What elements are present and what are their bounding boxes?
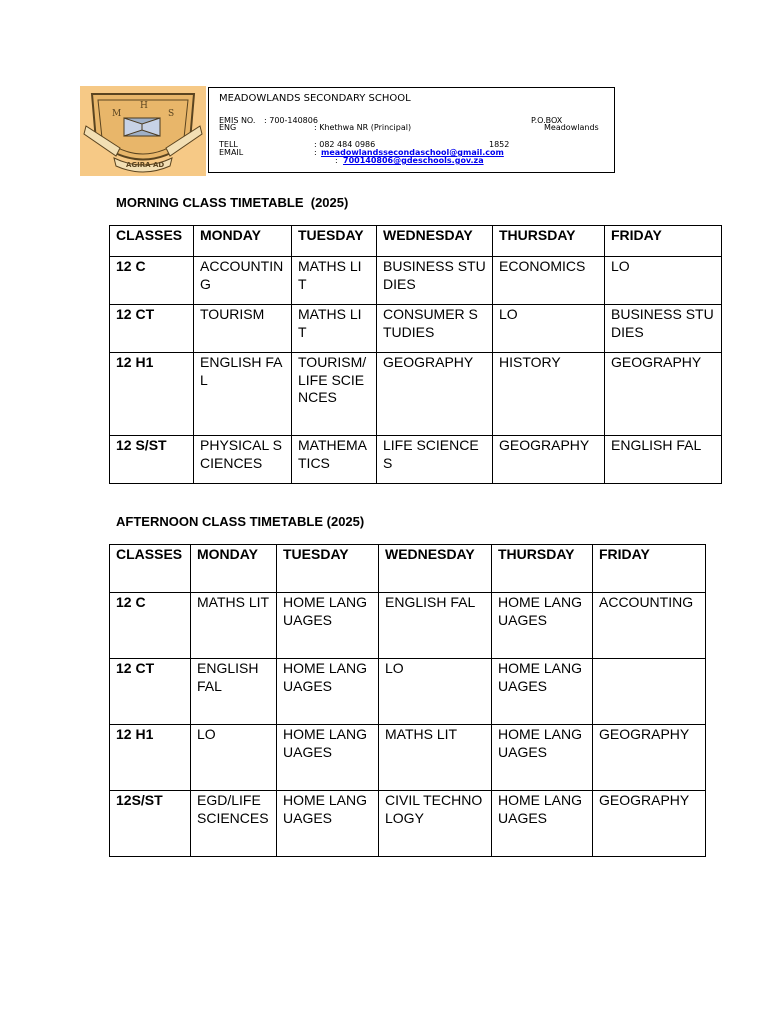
subject-cell: ENGLISH FAL <box>379 593 492 659</box>
table-row <box>110 353 722 436</box>
subject-cell: ENGLISH FAL <box>194 353 292 436</box>
table-row <box>110 725 706 791</box>
subject-cell: MATHS LIT <box>292 305 377 353</box>
email-colon: : <box>314 148 317 157</box>
subject-cell: MATHS LIT <box>292 257 377 305</box>
subject-cell: ECONOMICS <box>493 257 605 305</box>
logo-letter-m: M <box>112 109 122 119</box>
subject-cell: GEOGRAPHY <box>593 791 706 857</box>
principal-value: : Khethwa NR (Principal) <box>314 123 412 132</box>
subject-cell: TOURISM/ LIFE SCIENCES <box>292 353 377 436</box>
class-cell: 12S/ST <box>110 791 191 857</box>
subject-cell: HISTORY <box>493 353 605 436</box>
table-header-row <box>110 545 706 593</box>
town-name: Meadowlands <box>544 123 599 132</box>
table-row <box>110 305 722 353</box>
subject-cell: GEOGRAPHY <box>493 436 605 484</box>
subject-cell: TOURISM <box>194 305 292 353</box>
subject-cell: HOME LANGUAGES <box>277 791 379 857</box>
subject-cell: LO <box>493 305 605 353</box>
school-logo <box>80 86 206 176</box>
table-row <box>110 659 706 725</box>
email-link-gmail[interactable]: meadowlandssecondaschool@gmail.com <box>321 148 504 157</box>
subject-cell: HOME LANGUAGES <box>277 593 379 659</box>
header-wednesday: WEDNESDAY <box>377 226 493 257</box>
class-cell: 12 H1 <box>110 353 194 436</box>
subject-cell: HOME LANGUAGES <box>492 791 593 857</box>
tell-value: : 082 484 0986 <box>314 140 376 149</box>
header-classes: CLASSES <box>110 226 194 257</box>
header-thursday: THURSDAY <box>493 226 605 257</box>
header-friday: FRIDAY <box>605 226 722 257</box>
header-friday: FRIDAY <box>593 545 706 593</box>
pobox-label: P.O.BOX <box>531 116 563 125</box>
afternoon-timetable <box>109 544 706 857</box>
subject-cell: LO <box>379 659 492 725</box>
subject-cell <box>593 659 706 725</box>
email-link-gdeschools[interactable]: 700140806@gdeschools.gov.za <box>343 156 484 165</box>
eng-label: ENG <box>219 123 237 132</box>
table-row <box>110 257 722 305</box>
subject-cell: LO <box>191 725 277 791</box>
school-crest-icon <box>80 86 206 176</box>
letterhead <box>208 87 615 173</box>
subject-cell: BUSINESS STUDIES <box>377 257 493 305</box>
tell-label: TELL <box>219 140 238 149</box>
table-row <box>110 436 722 484</box>
header-wednesday: WEDNESDAY <box>379 545 492 593</box>
morning-timetable <box>109 225 722 484</box>
subject-cell: PHYSICAL SCIENCES <box>194 436 292 484</box>
subject-cell: EGD/LIFE SCIENCES <box>191 791 277 857</box>
email-colon-2: : <box>335 156 338 165</box>
subject-cell: BUSINESS STUDIES <box>605 305 722 353</box>
subject-cell: ACCOUNTING <box>593 593 706 659</box>
table-header-row <box>110 226 722 257</box>
subject-cell: HOME LANGUAGES <box>277 725 379 791</box>
subject-cell: CIVIL TECHNOLOGY <box>379 791 492 857</box>
subject-cell: MATHEMATICS <box>292 436 377 484</box>
table-row <box>110 593 706 659</box>
email-label: EMAIL <box>219 148 244 157</box>
subject-cell: GEOGRAPHY <box>605 353 722 436</box>
subject-cell: HOME LANGUAGES <box>492 725 593 791</box>
subject-cell: GEOGRAPHY <box>593 725 706 791</box>
logo-letter-s: S <box>168 109 175 119</box>
class-cell: 12 CT <box>110 659 191 725</box>
morning-timetable-title: MORNING CLASS TIMETABLE (2025) <box>116 195 349 210</box>
header-monday: MONDAY <box>194 226 292 257</box>
emis-value: : 700-140806 <box>264 116 318 125</box>
table-row <box>110 791 706 857</box>
postal-code: 1852 <box>489 140 510 149</box>
subject-cell: HOME LANGUAGES <box>492 659 593 725</box>
subject-cell: ACCOUNTING <box>194 257 292 305</box>
class-cell: 12 CT <box>110 305 194 353</box>
subject-cell: GEOGRAPHY <box>377 353 493 436</box>
header-tuesday: TUESDAY <box>277 545 379 593</box>
header-tuesday: TUESDAY <box>292 226 377 257</box>
subject-cell: MATHS LIT <box>191 593 277 659</box>
subject-cell: CONSUMER STUDIES <box>377 305 493 353</box>
subject-cell: ENGLISH FAL <box>605 436 722 484</box>
class-cell: 12 C <box>110 593 191 659</box>
subject-cell: LIFE SCIENCES <box>377 436 493 484</box>
class-cell: 12 H1 <box>110 725 191 791</box>
header-thursday: THURSDAY <box>492 545 593 593</box>
logo-motto: AGIRA AD <box>126 161 165 169</box>
class-cell: 12 C <box>110 257 194 305</box>
header-classes: CLASSES <box>110 545 191 593</box>
emis-label: EMIS NO. <box>219 116 256 125</box>
header-monday: MONDAY <box>191 545 277 593</box>
school-name: MEADOWLANDS SECONDARY SCHOOL <box>219 93 411 104</box>
afternoon-timetable-title: AFTERNOON CLASS TIMETABLE (2025) <box>116 514 365 529</box>
logo-letter-h: H <box>140 101 148 111</box>
subject-cell: HOME LANGUAGES <box>277 659 379 725</box>
subject-cell: MATHS LIT <box>379 725 492 791</box>
subject-cell: HOME LANGUAGES <box>492 593 593 659</box>
subject-cell: ENGLISH FAL <box>191 659 277 725</box>
subject-cell: LO <box>605 257 722 305</box>
class-cell: 12 S/ST <box>110 436 194 484</box>
